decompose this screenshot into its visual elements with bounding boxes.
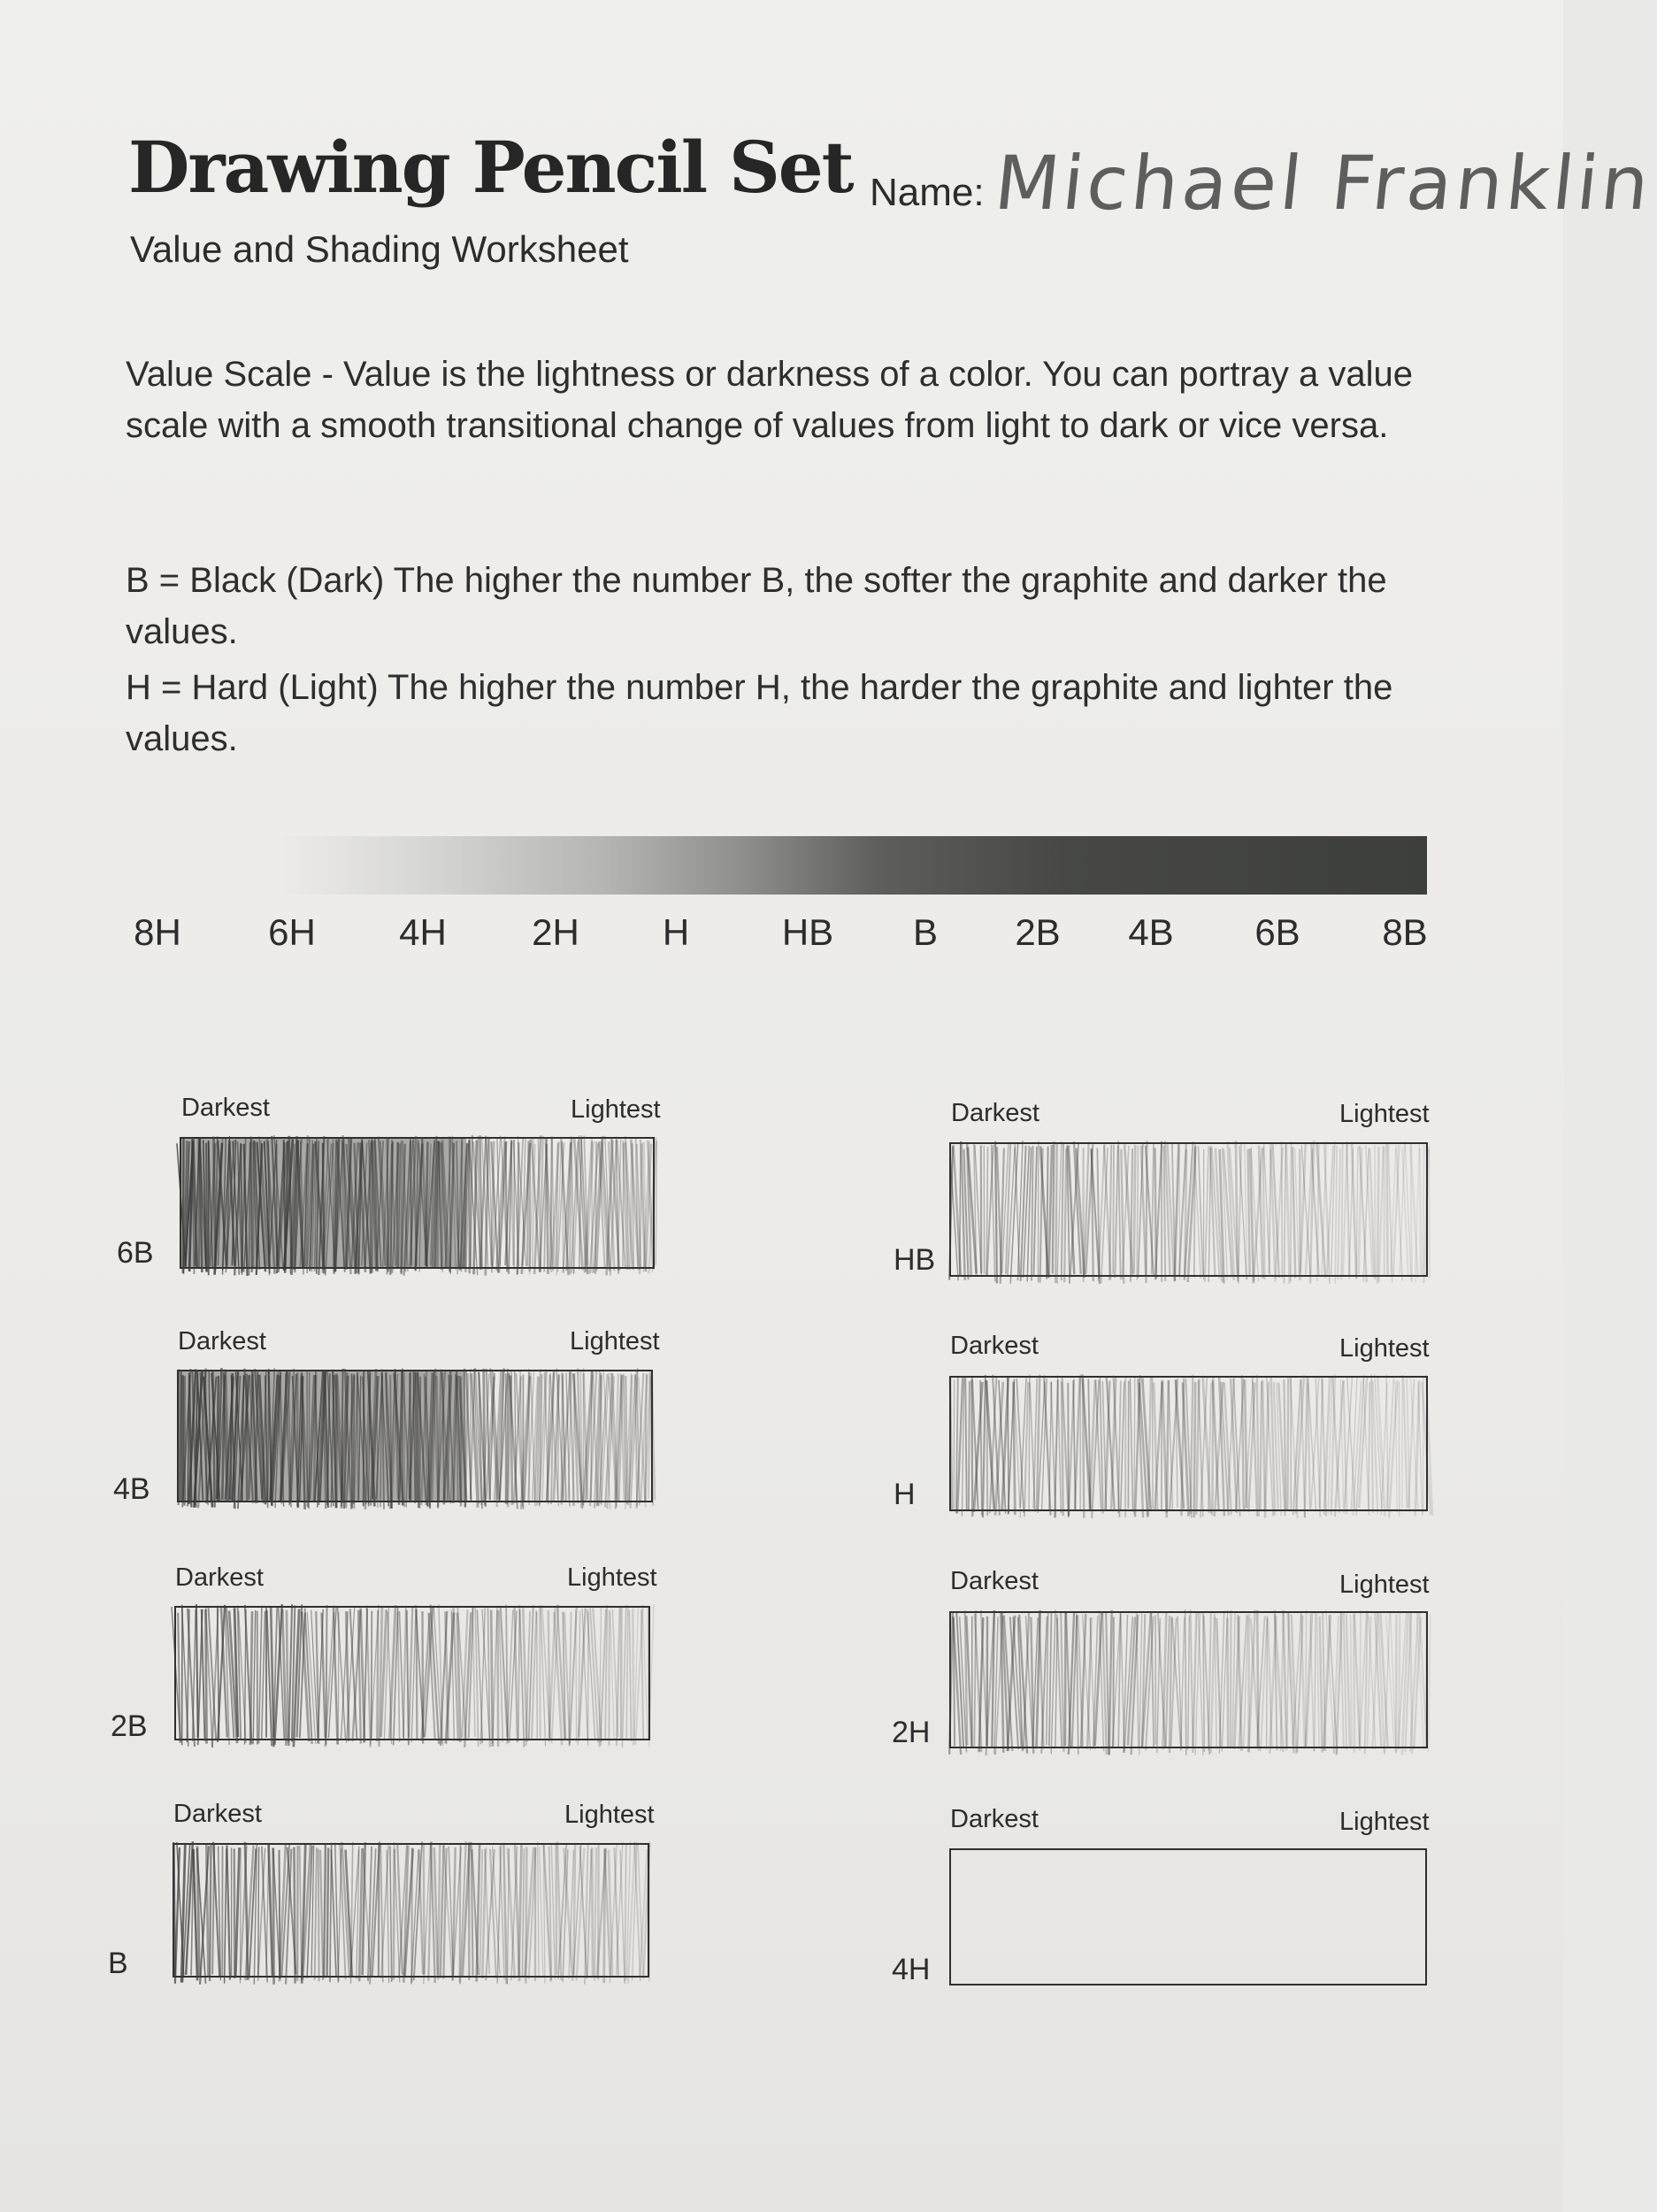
pencil-stroke xyxy=(1418,1383,1423,1516)
pencil-stroke xyxy=(511,1140,514,1265)
pencil-stroke xyxy=(950,1377,952,1510)
pencil-stroke xyxy=(620,1850,625,1981)
pencil-stroke xyxy=(1338,1148,1340,1279)
darkest-label: Darkest xyxy=(950,1567,1039,1595)
lightest-label: Lightest xyxy=(1339,1334,1430,1363)
scale-label: HB xyxy=(781,911,834,953)
pencil-stroke xyxy=(250,1611,252,1745)
pencil-shading xyxy=(167,1834,658,1990)
pencil-stroke xyxy=(518,1605,520,1741)
pencil-stroke xyxy=(1152,1144,1154,1274)
pencil-stroke xyxy=(1429,1615,1431,1752)
pencil-stroke xyxy=(1139,1613,1142,1755)
shading-box-4h[interactable] xyxy=(949,1848,1427,1985)
shading-box-6b[interactable] xyxy=(180,1137,655,1269)
pencil-stroke xyxy=(1291,1141,1292,1281)
pencil-stroke xyxy=(1032,1146,1033,1281)
pencil-stroke xyxy=(1320,1617,1323,1753)
pencil-stroke xyxy=(471,1135,472,1269)
pencil-shading xyxy=(172,1361,662,1515)
pencil-stroke xyxy=(226,1845,229,1979)
pencil-stroke xyxy=(196,1604,198,1738)
pencil-stroke xyxy=(477,1844,480,1982)
pencil-stroke xyxy=(269,1845,272,1977)
pencil-shading xyxy=(944,1602,1437,1761)
pencil-stroke xyxy=(235,1847,239,1977)
b-definition-paragraph: B = Black (Dark) The higher the number B, the softer the graphite and darker the values. xyxy=(126,561,1387,651)
worksheet-subtitle: Value and Shading Worksheet xyxy=(130,228,629,270)
pencil-stroke xyxy=(1134,1145,1136,1274)
value-scale-paragraph: Value Scale - Value is the lightness or darkness of a color. You can portray a value scale with a smooth transitional change of values from light to dark or vice versa. xyxy=(126,355,1413,445)
lightest-label: Lightest xyxy=(570,1327,660,1356)
pencil-stroke xyxy=(1315,1612,1316,1751)
pencil-stroke xyxy=(180,1371,181,1502)
scale-label: 6B xyxy=(1254,911,1300,953)
darkest-label: Darkest xyxy=(950,1805,1039,1833)
darkest-label: Darkest xyxy=(175,1563,264,1592)
grade-label-2h: 2H xyxy=(892,1716,931,1749)
pencil-stroke xyxy=(1099,1144,1105,1281)
pencil-stroke xyxy=(1301,1612,1305,1748)
pencil-stroke xyxy=(1429,1149,1430,1279)
darkest-label: Darkest xyxy=(178,1327,266,1356)
pencil-stroke xyxy=(173,1842,174,1975)
pencil-stroke xyxy=(1109,1145,1111,1280)
pencil-stroke xyxy=(1286,1144,1290,1284)
pencil-stroke xyxy=(225,1848,226,1984)
pencil-stroke xyxy=(592,1847,593,1976)
pencil-stroke xyxy=(1055,1379,1057,1517)
pencil-stroke xyxy=(210,1844,211,1981)
pencil-stroke xyxy=(438,1845,440,1979)
pencil-stroke xyxy=(1227,1618,1228,1748)
scale-label: 8B xyxy=(1382,911,1428,953)
pencil-stroke xyxy=(1137,1611,1139,1747)
lightest-label: Lightest xyxy=(1339,1808,1430,1836)
pencil-stroke xyxy=(367,1606,371,1747)
pencil-stroke xyxy=(965,1377,967,1510)
pencil-stroke xyxy=(1356,1147,1358,1279)
pencil-stroke xyxy=(1282,1142,1283,1279)
pencil-stroke xyxy=(315,1847,317,1979)
pencil-stroke xyxy=(324,1844,326,1978)
pencil-stroke xyxy=(1287,1378,1288,1511)
pencil-stroke xyxy=(390,1847,392,1982)
pencil-stroke xyxy=(1118,1381,1121,1513)
pencil-stroke xyxy=(1219,1610,1224,1753)
pencil-stroke xyxy=(202,1609,205,1741)
shading-box-b[interactable] xyxy=(173,1843,649,1978)
pencil-stroke xyxy=(1393,1145,1400,1277)
pencil-stroke xyxy=(1205,1146,1208,1281)
pencil-stroke xyxy=(320,1850,323,1980)
pencil-stroke xyxy=(1049,1611,1052,1746)
handwritten-name: Michael Franklin xyxy=(990,140,1657,227)
pencil-stroke xyxy=(394,1849,395,1980)
pencil-shading xyxy=(169,1597,659,1753)
pencil-stroke xyxy=(234,1848,235,1978)
pencil-stroke xyxy=(377,1610,378,1741)
pencil-stroke xyxy=(1199,1146,1203,1277)
pencil-stroke xyxy=(1346,1141,1349,1277)
darkest-label: Darkest xyxy=(951,1099,1039,1127)
pencil-shading xyxy=(944,1367,1437,1524)
pencil-stroke xyxy=(1075,1377,1080,1509)
pencil-stroke xyxy=(1185,1609,1186,1755)
pencil-stroke xyxy=(1335,1146,1337,1284)
pencil-stroke xyxy=(1153,1377,1154,1509)
pencil-stroke xyxy=(262,1611,265,1739)
pencil-stroke xyxy=(497,1610,498,1747)
pencil-stroke xyxy=(178,1613,180,1743)
pencil-stroke xyxy=(648,1604,654,1747)
worksheet-title: Drawing Pencil Set xyxy=(128,126,853,209)
grade-label-2b: 2B xyxy=(111,1709,148,1743)
pencil-stroke xyxy=(1194,1382,1196,1517)
scale-label: 2H xyxy=(532,911,579,953)
pencil-stroke xyxy=(1215,1617,1216,1749)
pencil-stroke xyxy=(518,1843,521,1976)
pencil-stroke xyxy=(1033,1147,1037,1276)
pencil-stroke xyxy=(1191,1375,1193,1514)
pencil-stroke xyxy=(1351,1615,1352,1747)
darkest-label: Darkest xyxy=(181,1094,270,1122)
pencil-stroke xyxy=(1055,1142,1057,1283)
lightest-label: Lightest xyxy=(1339,1571,1430,1599)
scale-label: 8H xyxy=(134,911,181,953)
pencil-stroke xyxy=(540,1847,543,1978)
pencil-stroke xyxy=(1109,1610,1112,1755)
pencil-stroke xyxy=(1211,1613,1215,1753)
pencil-stroke xyxy=(379,1845,380,1977)
grade-label-4b: 4B xyxy=(113,1472,150,1506)
pencil-stroke xyxy=(327,1847,329,1976)
pencil-stroke xyxy=(493,1607,497,1744)
pencil-stroke xyxy=(1118,1141,1120,1279)
pencil-stroke xyxy=(1130,1379,1132,1512)
pencil-stroke xyxy=(424,1844,425,1975)
darkest-label: Darkest xyxy=(173,1800,262,1828)
pencil-stroke xyxy=(1386,1142,1387,1275)
scale-label: 4H xyxy=(399,911,447,953)
pencil-stroke xyxy=(416,1372,417,1501)
pencil-stroke xyxy=(1305,1378,1308,1517)
pencil-stroke xyxy=(634,1842,640,1981)
value-gradient-bar xyxy=(283,836,1427,895)
grade-label-h: H xyxy=(894,1478,916,1511)
shading-box-hb[interactable] xyxy=(949,1142,1428,1277)
pencil-stroke xyxy=(398,1612,400,1742)
pencil-stroke xyxy=(1134,1377,1135,1514)
pencil-stroke xyxy=(1341,1142,1342,1279)
pencil-stroke xyxy=(294,1847,295,1984)
pencil-stroke xyxy=(1267,1616,1268,1750)
pencil-stroke xyxy=(387,1850,388,1983)
pencil-stroke xyxy=(206,1143,207,1272)
pencil-stroke xyxy=(397,1142,398,1267)
pencil-stroke xyxy=(487,1606,489,1747)
pencil-stroke xyxy=(1420,1148,1421,1274)
pencil-stroke xyxy=(1340,1613,1343,1747)
grade-label-4h: 4H xyxy=(892,1953,931,1986)
scale-label: 4B xyxy=(1128,911,1174,953)
h-definition-paragraph: H = Hard (Light) The higher the number H, the harder the graphite and lighter the values. xyxy=(126,668,1393,758)
pencil-stroke xyxy=(1053,1141,1055,1273)
pencil-stroke xyxy=(322,1613,326,1738)
pencil-stroke xyxy=(1181,1617,1185,1746)
shading-box-2h[interactable] xyxy=(949,1611,1428,1748)
shading-box-4b[interactable] xyxy=(177,1370,653,1502)
pencil-shading xyxy=(174,1128,664,1281)
pencil-stroke xyxy=(617,1607,620,1747)
pencil-stroke xyxy=(969,1381,970,1510)
pencil-stroke xyxy=(622,1605,625,1747)
pencil-stroke xyxy=(253,1610,256,1745)
pencil-stroke xyxy=(179,1370,180,1506)
pencil-stroke xyxy=(251,1137,252,1272)
scale-label: H xyxy=(662,911,690,953)
pencil-stroke xyxy=(357,1377,358,1502)
pencil-stroke xyxy=(491,1610,493,1747)
pencil-stroke xyxy=(954,1379,955,1509)
pencil-stroke xyxy=(949,1613,953,1755)
pencil-stroke xyxy=(318,1849,319,1982)
pencil-stroke xyxy=(1199,1612,1203,1755)
pencil-stroke xyxy=(1064,1148,1066,1282)
pencil-stroke xyxy=(1141,1146,1146,1277)
pencil-stroke xyxy=(1352,1142,1356,1279)
pencil-stroke xyxy=(1167,1380,1169,1512)
pencil-stroke xyxy=(1317,1613,1320,1746)
pencil-stroke xyxy=(1377,1147,1378,1283)
darkest-label: Darkest xyxy=(950,1332,1039,1360)
pencil-stroke xyxy=(960,1141,961,1277)
pencil-stroke xyxy=(1375,1145,1376,1279)
pencil-stroke xyxy=(1051,1610,1055,1755)
lightest-label: Lightest xyxy=(1339,1100,1430,1128)
pencil-stroke xyxy=(576,1610,577,1742)
pencil-stroke xyxy=(1121,1381,1124,1509)
pencil-stroke xyxy=(1048,1145,1052,1279)
lightest-label: Lightest xyxy=(564,1801,655,1829)
scale-label: 6H xyxy=(268,911,316,953)
pencil-stroke xyxy=(1426,1614,1427,1749)
pencil-stroke xyxy=(1137,1146,1138,1279)
pencil-stroke xyxy=(522,1848,524,1977)
grade-label-6b: 6B xyxy=(117,1236,154,1270)
pencil-stroke xyxy=(556,1843,557,1975)
pencil-stroke xyxy=(983,1375,986,1517)
pencil-stroke xyxy=(1062,1143,1063,1280)
shading-box-2b[interactable] xyxy=(174,1606,650,1740)
pencil-stroke xyxy=(527,1141,528,1266)
name-label: Name: xyxy=(870,171,985,214)
pencil-stroke xyxy=(1115,1146,1117,1279)
pencil-stroke xyxy=(992,1145,995,1282)
pencil-shading xyxy=(944,1133,1437,1289)
grade-label-hb: HB xyxy=(894,1243,936,1277)
shading-box-h[interactable] xyxy=(949,1376,1428,1511)
pencil-stroke xyxy=(472,1606,475,1737)
scale-label: 2B xyxy=(1015,911,1061,953)
pencil-stroke xyxy=(259,1606,262,1744)
grade-label-b: B xyxy=(108,1947,128,1980)
pencil-stroke xyxy=(628,1842,635,1984)
pencil-stroke xyxy=(1113,1145,1114,1274)
pencil-stroke xyxy=(1284,1610,1287,1750)
pencil-stroke xyxy=(626,1605,628,1740)
pencil-stroke xyxy=(538,1841,540,1978)
pencil-stroke xyxy=(403,1606,406,1738)
pencil-stroke xyxy=(1285,1144,1286,1283)
pencil-stroke xyxy=(1188,1615,1190,1749)
pencil-stroke xyxy=(1260,1381,1262,1509)
pencil-stroke xyxy=(1029,1383,1030,1512)
scale-label: B xyxy=(912,911,939,953)
pencil-stroke xyxy=(621,1606,622,1740)
pencil-stroke xyxy=(175,1847,180,1984)
pencil-stroke xyxy=(287,1610,288,1743)
lightest-label: Lightest xyxy=(571,1095,661,1124)
pencil-stroke xyxy=(1055,1617,1057,1747)
pencil-stroke xyxy=(629,1610,631,1741)
pencil-stroke xyxy=(1402,1147,1408,1277)
pencil-stroke xyxy=(595,1847,596,1980)
pencil-stroke xyxy=(1175,1144,1179,1282)
pencil-stroke xyxy=(551,1845,555,1979)
pencil-stroke xyxy=(1057,1375,1061,1513)
pencil-stroke xyxy=(1191,1609,1193,1747)
lightest-label: Lightest xyxy=(567,1563,657,1592)
pencil-stroke xyxy=(515,1607,518,1742)
